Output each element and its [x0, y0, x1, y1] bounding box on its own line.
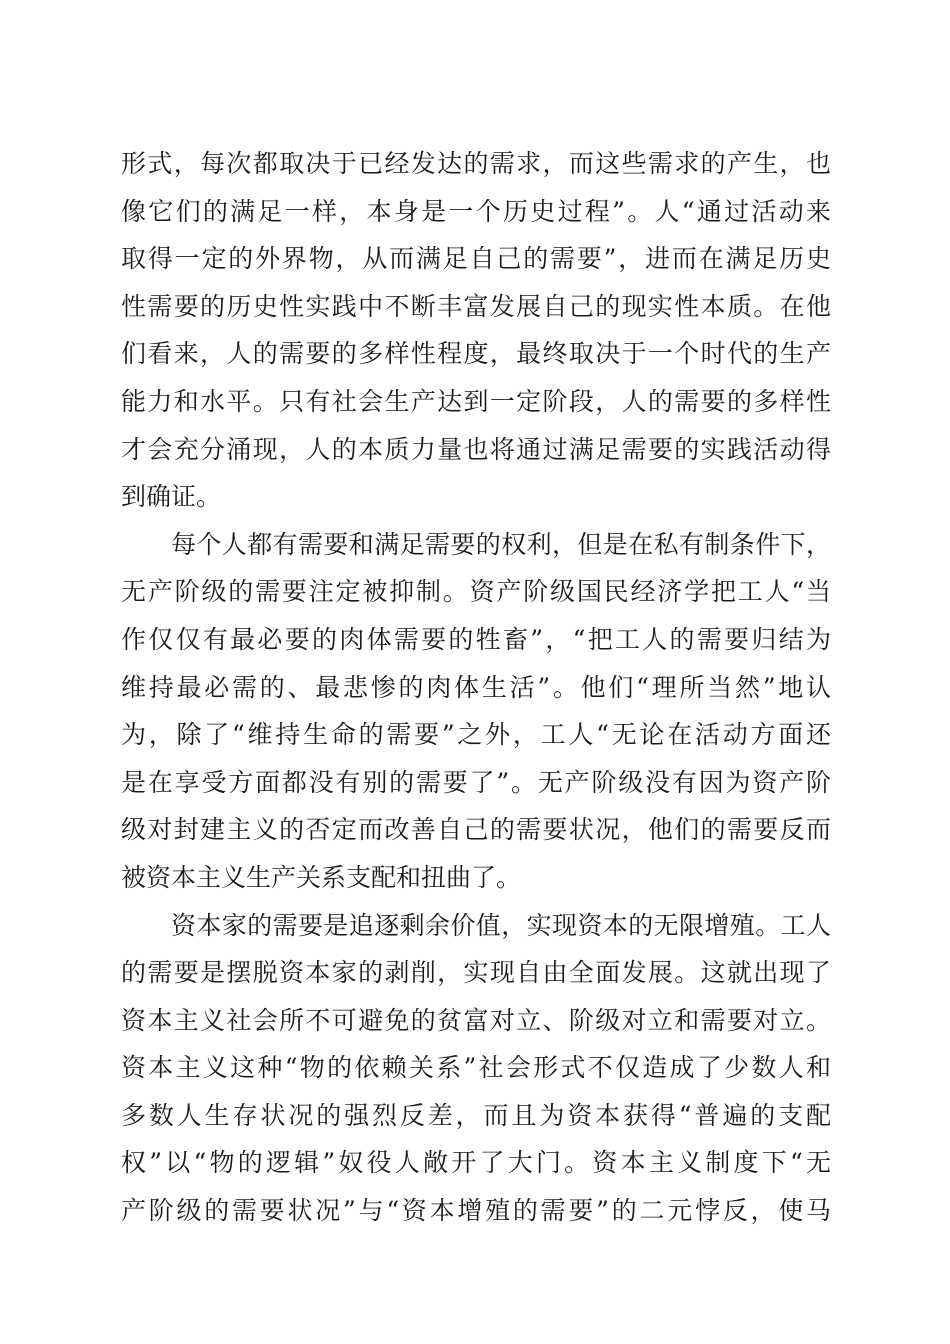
paragraph-2: [121, 521, 831, 902]
text-line: 级对封建主义的否定而改善自己的需要状况，他们的需要反而: [121, 815, 831, 845]
paragraph-3: [121, 902, 831, 1235]
text-line: 权”以“物的逻辑”奴役人敞开了大门。资本主义制度下“无: [121, 1148, 831, 1178]
text-line: 形式，每次都取决于已经发达的需求，而这些需求的产生，也: [121, 149, 831, 178]
text-line: 才会充分涌现，人的本质力量也将通过满足需要的实践活动得: [121, 434, 831, 464]
body-text: [121, 140, 831, 1235]
text-line: 维持最必需的、最悲惨的肉体生活”。他们“理所当然”地认: [121, 672, 831, 702]
text-line: 取得一定的外界物，从而满足自己的需要”，进而在满足历史: [121, 244, 831, 274]
text-line: 是在享受方面都没有别的需要了”。无产阶级没有因为资产阶: [121, 767, 831, 797]
text-line: 被资本主义生产关系支配和扭曲了。: [121, 862, 522, 892]
text-line: 资本主义这种“物的依赖关系”社会形式不仅造成了少数人和: [121, 1053, 831, 1083]
text-line: 们看来，人的需要的多样性程度，最终取决于一个时代的生产: [121, 339, 831, 369]
text-line: 每个人都有需要和满足需要的权利，但是在私有制条件下，: [171, 529, 831, 559]
text-line: 为，除了“维持生命的需要”之外，工人“无论在活动方面还: [121, 720, 831, 750]
text-line: 产阶级的需要状况”与“资本增殖的需要”的二元悖反，使马: [121, 1196, 831, 1226]
text-line: 能力和水平。只有社会生产达到一定阶段，人的需要的多样性: [121, 386, 831, 416]
text-line: 资本主义社会所不可避免的贫富对立、阶级对立和需要对立。: [121, 1005, 831, 1035]
paragraph-1: [121, 140, 831, 521]
text-line: 多数人生存状况的强烈反差，而且为资本获得“普遍的支配: [121, 1100, 831, 1130]
text-line: 到确证。: [121, 482, 222, 512]
text-line: 性需要的历史性实践中不断丰富发展自己的现实性本质。在他: [121, 291, 831, 321]
text-line: 像它们的满足一样，本身是一个历史过程”。人“通过活动来: [121, 196, 831, 226]
text-line: 的需要是摆脱资本家的剥削，实现自由全面发展。这就出现了: [121, 958, 831, 988]
text-line: 作仅仅有最必要的肉体需要的牲畜”，“把工人的需要归结为: [121, 624, 831, 654]
text-line: 资本家的需要是追逐剩余价值，实现资本的无限增殖。工人: [171, 910, 831, 940]
text-line: 无产阶级的需要注定被抑制。资产阶级国民经济学把工人“当: [121, 577, 831, 607]
